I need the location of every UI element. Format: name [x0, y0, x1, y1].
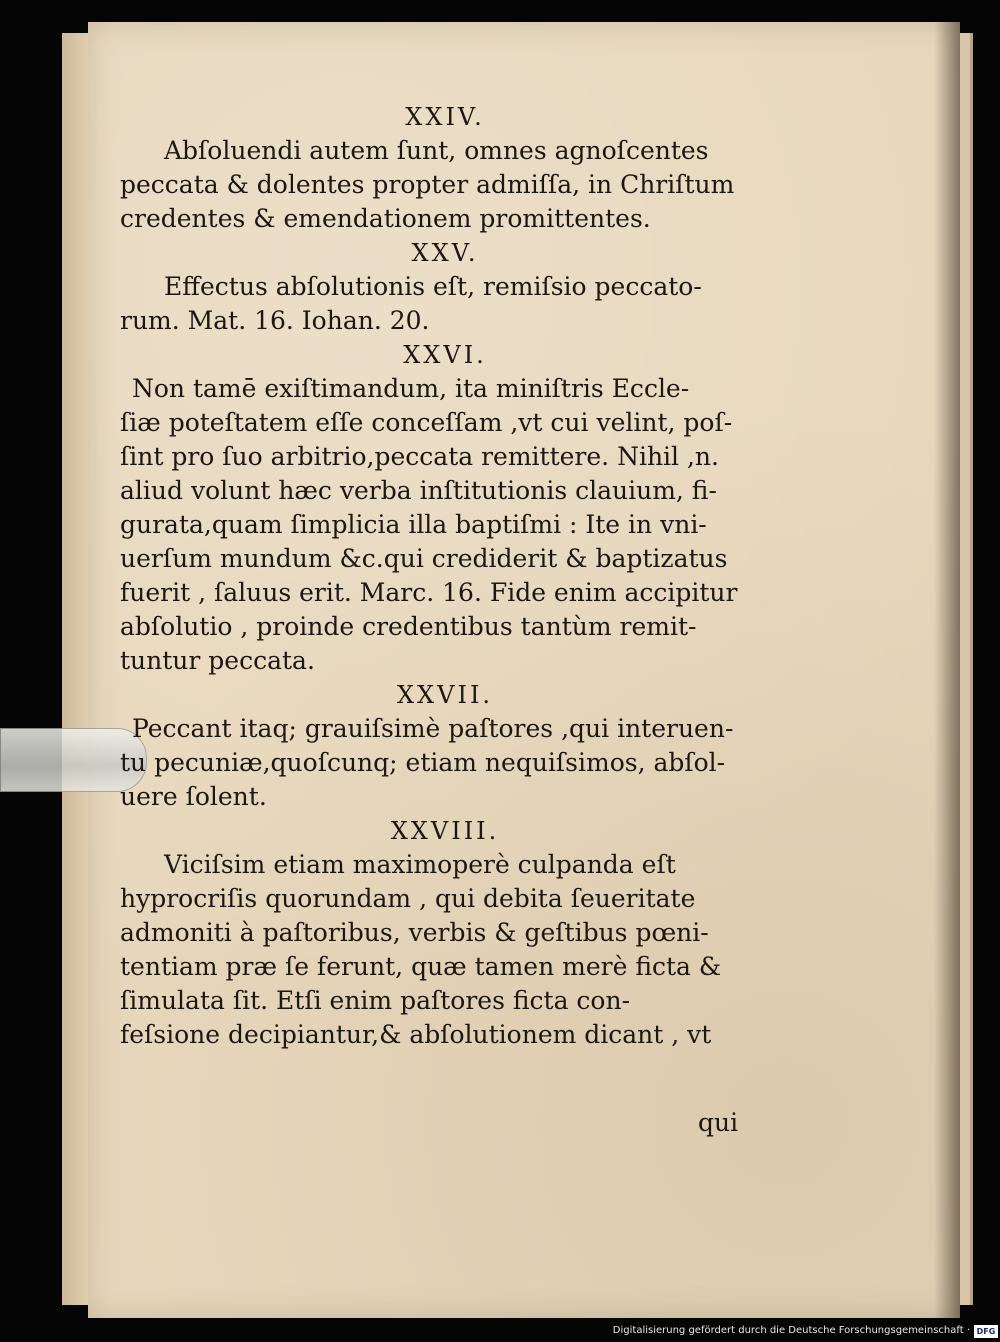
section-xxiv [120, 100, 770, 236]
catchword: qui [698, 1108, 739, 1137]
text-line: Effectus abſolutionis eſt, remiſsio peccato- [164, 272, 702, 301]
text-line: rum. Mat. 16. Iohan. 20. [120, 306, 430, 335]
digitization-credit: Digitalisierung gefördert durch die Deutsche Forschungsgemeinschaft · [612, 1325, 970, 1336]
text-line: gurata,quam ſimplicia illa baptiſmi : Ite in vni- [120, 510, 707, 539]
binding-shadow [934, 22, 960, 1318]
text-line: Peccant itaq; grauiſsimè paſtores ,qui interuen- [132, 714, 734, 743]
section-number: XXVI. [403, 341, 487, 369]
section-body [120, 372, 770, 678]
text-line: Non tamē exiſtimandum, ita miniſtris Eccle- [132, 374, 690, 403]
text-line: tentiam præ ſe ferunt, quæ tamen merè ficta & [120, 952, 722, 981]
section-xxvi [120, 338, 770, 678]
section-number: XXV. [411, 239, 479, 267]
text-line: abſolutio , proinde credentibus tantùm remit- [120, 612, 697, 641]
section-number: XXVII. [396, 681, 494, 709]
text-line: Viciſsim etiam maximoperè culpanda eſt [164, 850, 676, 879]
text-line: aliud volunt hæc verba inſtitutionis clauium, fi- [120, 476, 717, 505]
section-body [120, 270, 770, 338]
text-line: uerſum mundum &c.qui crediderit & baptizatus [120, 544, 728, 573]
text-line: hyprocriſis quorundam , qui debita ſeueritate [120, 884, 696, 913]
section-body [120, 848, 770, 1052]
text-line: feſsione decipiantur,& abſolutionem dicant , vt [120, 1020, 712, 1049]
text-line: tu pecuniæ,quoſcunq; etiam nequiſsimos, abſol- [120, 748, 726, 777]
text-line: uere ſolent. [120, 782, 267, 811]
text-line: admoniti à paſtoribus, verbis & geſtibus pœni- [120, 918, 709, 947]
section-number: XXIV. [405, 103, 485, 131]
section-body [120, 712, 770, 814]
dfg-logo: DFG [974, 1325, 998, 1338]
text-line: ſint pro ſuo arbitrio,peccata remittere. Nihil ,n. [120, 442, 719, 471]
section-xxvii [120, 678, 770, 814]
text-line: credentes & emendationem promittentes. [120, 204, 651, 233]
section-xxv [120, 236, 770, 338]
text-line: ſiæ poteſtatem eſſe conceſſam ,vt cui velint, poſ- [120, 408, 733, 437]
section-body [120, 134, 770, 236]
text-line: fuerit , ſaluus erit. Marc. 16. Fide enim accipitur [120, 578, 738, 607]
text-line: peccata & dolentes propter admiſſa, in Chriſtum [120, 170, 735, 199]
text-line: tuntur peccata. [120, 646, 315, 675]
text-line: ſimulata ſit. Etſi enim paſtores ficta con- [120, 986, 631, 1015]
section-xxviii [120, 814, 770, 1052]
page-text [120, 100, 770, 1052]
section-number: XXVIII. [390, 817, 500, 845]
text-line: Abſoluendi autem ſunt, omnes agnoſcentes [164, 136, 709, 165]
